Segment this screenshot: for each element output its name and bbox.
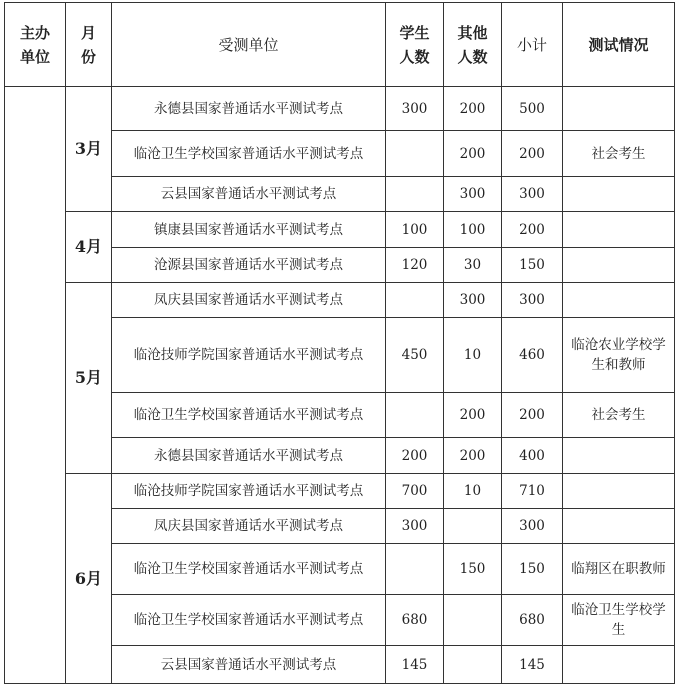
notes-cell: [563, 248, 675, 283]
subtotal-cell: 300: [502, 509, 563, 544]
unit-cell: 凤庆县国家普通话水平测试考点: [112, 283, 386, 318]
notes-cell: [563, 509, 675, 544]
subtotal-cell: 150: [502, 544, 563, 595]
students-cell: 300: [386, 509, 444, 544]
subtotal-cell: 500: [502, 87, 563, 131]
students-cell: [386, 283, 444, 318]
others-cell: 100: [444, 212, 502, 248]
unit-cell: 永德县国家普通话水平测试考点: [112, 87, 386, 131]
subtotal-cell: 460: [502, 318, 563, 393]
unit-cell: 镇康县国家普通话水平测试考点: [112, 212, 386, 248]
notes-cell: [563, 646, 675, 684]
students-cell: 120: [386, 248, 444, 283]
notes-cell: 社会考生: [563, 131, 675, 177]
others-cell: 30: [444, 248, 502, 283]
header-subtotal: 小计: [502, 3, 563, 87]
subtotal-cell: 400: [502, 438, 563, 474]
subtotal-cell: 150: [502, 248, 563, 283]
month-cell: 3月: [66, 87, 112, 212]
notes-cell: 临翔区在职教师: [563, 544, 675, 595]
subtotal-cell: 680: [502, 595, 563, 646]
unit-cell: 临沧卫生学校国家普通话水平测试考点: [112, 393, 386, 438]
notes-cell: [563, 87, 675, 131]
subtotal-cell: 200: [502, 393, 563, 438]
others-cell: 300: [444, 177, 502, 212]
students-cell: 300: [386, 87, 444, 131]
notes-cell: [563, 283, 675, 318]
others-cell: 10: [444, 318, 502, 393]
students-cell: 145: [386, 646, 444, 684]
others-cell: 200: [444, 438, 502, 474]
subtotal-cell: 145: [502, 646, 563, 684]
unit-cell: 临沧卫生学校国家普通话水平测试考点: [112, 595, 386, 646]
header-others: 其他人数: [444, 3, 502, 87]
notes-cell: [563, 474, 675, 509]
unit-cell: 云县国家普通话水平测试考点: [112, 177, 386, 212]
others-cell: [444, 595, 502, 646]
organizer-cell: [5, 87, 66, 684]
test-schedule-table: [4, 2, 675, 684]
table-row: [5, 283, 675, 318]
others-cell: 200: [444, 87, 502, 131]
header-row: [5, 3, 675, 87]
header-students: 学生人数: [386, 3, 444, 87]
table-row: [5, 212, 675, 248]
unit-cell: 临沧卫生学校国家普通话水平测试考点: [112, 544, 386, 595]
table-row: [5, 474, 675, 509]
unit-cell: 临沧技师学院国家普通话水平测试考点: [112, 474, 386, 509]
notes-cell: [563, 438, 675, 474]
others-cell: 150: [444, 544, 502, 595]
notes-cell: 社会考生: [563, 393, 675, 438]
students-cell: 700: [386, 474, 444, 509]
students-cell: [386, 131, 444, 177]
students-cell: 450: [386, 318, 444, 393]
unit-cell: 临沧卫生学校国家普通话水平测试考点: [112, 131, 386, 177]
subtotal-cell: 300: [502, 283, 563, 318]
unit-cell: 凤庆县国家普通话水平测试考点: [112, 509, 386, 544]
notes-cell: [563, 212, 675, 248]
students-cell: [386, 544, 444, 595]
notes-cell: 临沧农业学校学生和教师: [563, 318, 675, 393]
unit-cell: 沧源县国家普通话水平测试考点: [112, 248, 386, 283]
students-cell: 100: [386, 212, 444, 248]
others-cell: 10: [444, 474, 502, 509]
unit-cell: 临沧技师学院国家普通话水平测试考点: [112, 318, 386, 393]
notes-cell: 临沧卫生学校学生: [563, 595, 675, 646]
subtotal-cell: 710: [502, 474, 563, 509]
notes-cell: [563, 177, 675, 212]
others-cell: 200: [444, 131, 502, 177]
month-cell: 5月: [66, 283, 112, 474]
students-cell: 200: [386, 438, 444, 474]
students-cell: [386, 393, 444, 438]
subtotal-cell: 200: [502, 212, 563, 248]
header-organizer: 主办单位: [5, 3, 66, 87]
others-cell: [444, 509, 502, 544]
subtotal-cell: 200: [502, 131, 563, 177]
header-unit: 受测单位: [112, 3, 386, 87]
others-cell: [444, 646, 502, 684]
unit-cell: 云县国家普通话水平测试考点: [112, 646, 386, 684]
others-cell: 200: [444, 393, 502, 438]
unit-cell: 永德县国家普通话水平测试考点: [112, 438, 386, 474]
students-cell: 680: [386, 595, 444, 646]
header-notes: 测试情况: [563, 3, 675, 87]
table-row: [5, 87, 675, 131]
month-cell: 6月: [66, 474, 112, 684]
others-cell: 300: [444, 283, 502, 318]
month-cell: 4月: [66, 212, 112, 283]
header-month: 月份: [66, 3, 112, 87]
subtotal-cell: 300: [502, 177, 563, 212]
students-cell: [386, 177, 444, 212]
